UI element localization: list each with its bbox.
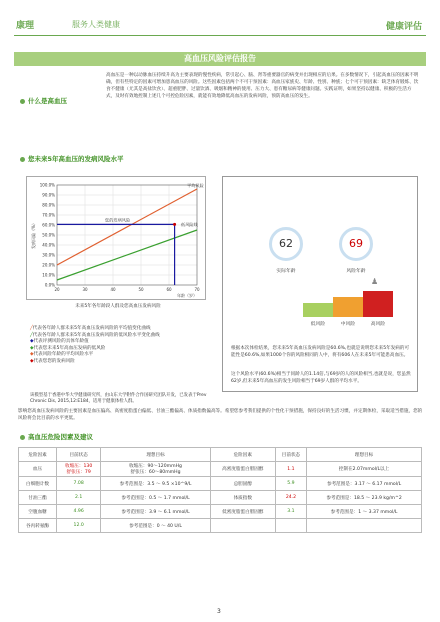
high-risk-bar	[363, 291, 393, 317]
table-cell: 1.1	[275, 462, 306, 477]
risk-factor-table	[18, 447, 422, 533]
y-tick-label: 0.0%	[44, 282, 55, 288]
header-title: 健康评估	[385, 22, 422, 32]
x-tick-label: 30	[82, 287, 88, 292]
x-tick-label: 70	[194, 287, 200, 292]
table-cell	[210, 519, 275, 533]
x-tick-label: 40	[110, 287, 116, 292]
table-cell: 控制在2.07mmol/L以上	[307, 462, 422, 477]
y-tick-label: 10.0%	[42, 272, 55, 278]
table-cell: 参考范围是：0.5 ～ 1.7 mmol/L	[101, 491, 211, 505]
y-tick-label: 40.0%	[42, 242, 55, 248]
table-cell: 血压	[19, 462, 57, 477]
risk-summary-1: 根据本次体检结果，您未来5年高血压发病风险是60.6%,也就是说明您未来5年发病的可能性是60.6%,如果1000个你的风险相同的人中，将有606人在未来5年可能患高血压。	[231, 346, 410, 358]
factor-note: 影响您高血压发病风险的主要因素是血压偏高、高密度脂蛋白偏低、甘油三酯偏高、体质指数偏高等。希望您参考我们提供的个性化干预措施，保持良好的生活习惯，并定期体检，采取适当措施，您的风险将会比目前的水平更低。	[18, 409, 423, 421]
what-heading: 什么是高血压	[20, 96, 67, 105]
table-header: 危险因素	[210, 448, 275, 462]
low-risk-bar	[303, 303, 333, 317]
table-header: 目前状态	[275, 448, 306, 462]
chart-legend	[30, 326, 206, 365]
series-label: 平均风险	[187, 183, 204, 188]
risk-heading: 您未来5年高血压的发病风险水平	[20, 154, 124, 163]
low-risk-label: 低风险	[310, 322, 326, 327]
table-cell: 24.2	[275, 491, 306, 505]
mid-risk-bar	[333, 297, 363, 317]
marker-label: 您的发病风险	[105, 217, 131, 223]
x-tick-label: 50	[138, 287, 144, 292]
table-cell: 高密度脂蛋白胆固醇	[210, 462, 275, 477]
y-tick-label: 100.0%	[39, 182, 55, 188]
table-cell: 白细胞计数	[19, 477, 57, 491]
table-cell: 空腹血糖	[19, 505, 57, 519]
report-title-banner	[14, 52, 426, 66]
table-cell: 收缩压：90～120mmHg 舒张压：60～80mmHg	[101, 462, 211, 477]
table-cell: 参考范围是：18.5 ～ 23.9 kg/m^2	[307, 491, 422, 505]
bullet-icon	[20, 99, 25, 104]
table-cell: 5.9	[275, 477, 306, 491]
table-cell: 12.0	[57, 519, 101, 533]
legend-item: ╱代表各年龄人群未来5年高血压发病风险的平均值变化曲线	[30, 326, 151, 331]
table-header: 目前状态	[57, 448, 101, 462]
bullet-icon	[20, 435, 25, 440]
legend-item: ◆代表风险年龄的平均风险水平	[30, 352, 94, 357]
risk-chart	[26, 176, 206, 300]
risk-chart-svg	[27, 177, 207, 301]
y-tick-label: 20.0%	[42, 262, 55, 268]
risk-summary-2: 这个风险水平(60.6%)相当于同龄人的1.14倍,与69岁的人的风险相当,也就是说，您虽然62岁,但未来5年高血压的发生风险相当于69岁人群的平均水平。	[231, 372, 411, 384]
table-cell: 参考范围是：3.17 ～ 6.17 mmol/L	[307, 477, 422, 491]
table-header: 理想目标	[101, 448, 211, 462]
x-tick-label: 60	[166, 287, 172, 292]
risk-age-circle: 69	[339, 227, 373, 261]
mid-risk-label: 中风险	[340, 322, 356, 327]
legend-item: ◆代表您未来5年高血压发病的低风险	[30, 345, 106, 351]
model-source: 该模型基于香港中华大学健康研究所，由山东大学附件合作国研究团队开发，已发表于Prev Chronic Dis, 2015,12:E184，适用于健康体检人群。	[30, 393, 207, 404]
y-tick-label: 30.0%	[42, 252, 55, 258]
table-cell: 4.96	[57, 505, 101, 519]
table-cell: 体质指数	[210, 491, 275, 505]
series-line	[57, 189, 197, 265]
legend-item: ◆代表评测风险的具体年龄值	[30, 339, 89, 344]
report-title: 高血压风险评估报告	[184, 54, 256, 63]
table-header: 危险因素	[19, 448, 57, 462]
y-axis-label: 发病风险（%）	[31, 221, 36, 249]
table-cell: 参考范围是：3.5 ～ 9.5 ×10^9/L	[101, 477, 211, 491]
actual-age-label: 实际年龄	[276, 269, 296, 274]
legend-item: ╱代表各年龄人群未来5年高血压发病风险的低风险水平变化曲线	[30, 332, 160, 338]
table-row	[19, 491, 422, 505]
series-label: 低风险线	[181, 222, 198, 227]
y-tick-label: 50.0%	[42, 232, 55, 238]
page-number: 3	[217, 608, 221, 615]
table-cell: 7.08	[57, 477, 101, 491]
x-axis-label: 年龄（岁）	[177, 293, 197, 298]
y-tick-label: 70.0%	[42, 212, 55, 218]
table-cell: 谷丙转氨酶	[19, 519, 57, 533]
risk-age-panel	[222, 176, 418, 392]
table-row	[19, 462, 422, 477]
y-tick-label: 90.0%	[42, 192, 55, 198]
table-cell: 低密度脂蛋白胆固醇	[210, 505, 275, 519]
table-cell	[275, 519, 306, 533]
table-cell: 总胆固醇	[210, 477, 275, 491]
table-cell: 2.1	[57, 491, 101, 505]
table-cell	[307, 519, 422, 533]
table-row	[19, 505, 422, 519]
chart-caption: 未来5年各年龄段人群及您高血压发病风险	[75, 304, 161, 309]
y-tick-label: 60.0%	[42, 222, 55, 228]
table-header: 理想目标	[307, 448, 422, 462]
high-risk-label: 高风险	[370, 322, 386, 327]
table-row	[19, 519, 422, 533]
table-cell: 3.1	[275, 505, 306, 519]
slogan: 服务人类健康	[72, 20, 120, 29]
legend-item: ◆代表您您的发病风险	[30, 358, 75, 364]
table-cell: 甘油三酯	[19, 491, 57, 505]
table-cell: 参考范围是：3.9 ～ 6.1 mmol/L	[101, 505, 211, 519]
marker-point	[173, 223, 176, 226]
risk-age-label: 风险年龄	[346, 269, 366, 274]
x-tick-label: 20	[54, 287, 60, 292]
logo: 康理	[16, 21, 35, 31]
table-heading: 高血压危险因素及建议	[20, 432, 93, 441]
what-text: 高血压是一种以动脉血压持续升高为主要表现的慢性疾病，常引起心、脑、肾等重要器官的病变并出现相应的后果。在多数情况下，引起高血压的因素不明确，但有些特定的因素可增加患高血压的风险。这些因素包括两个不可干预因素：高血压家族史、年龄、性别、种族；七个可干预因素：缺乏体育锻炼、饮食不健康（尤其是高盐饮食）、超重肥胖、过量饮酒、吸烟和精神的使用、压力大、患有糖尿病等健康问题。实践证明，如果坚持以健康、积极的生活方式，及时有效地控制上述几个可控危险因素，就能有效地降低高血压的发病风险，预防高血压的发生。	[106, 73, 419, 99]
bullet-icon	[20, 157, 25, 162]
table-cell: 参考范围是：1 ～ 3.37 mmol/L	[307, 505, 422, 519]
table-cell: 收缩压：130 舒张压：79	[57, 462, 101, 477]
actual-age-circle: 62	[269, 227, 303, 261]
table-cell: 参考范围是：0 ～ 40 U/L	[101, 519, 211, 533]
table-row	[19, 477, 422, 491]
person-marker-icon: ♟	[371, 277, 379, 286]
y-tick-label: 80.0%	[42, 202, 55, 208]
